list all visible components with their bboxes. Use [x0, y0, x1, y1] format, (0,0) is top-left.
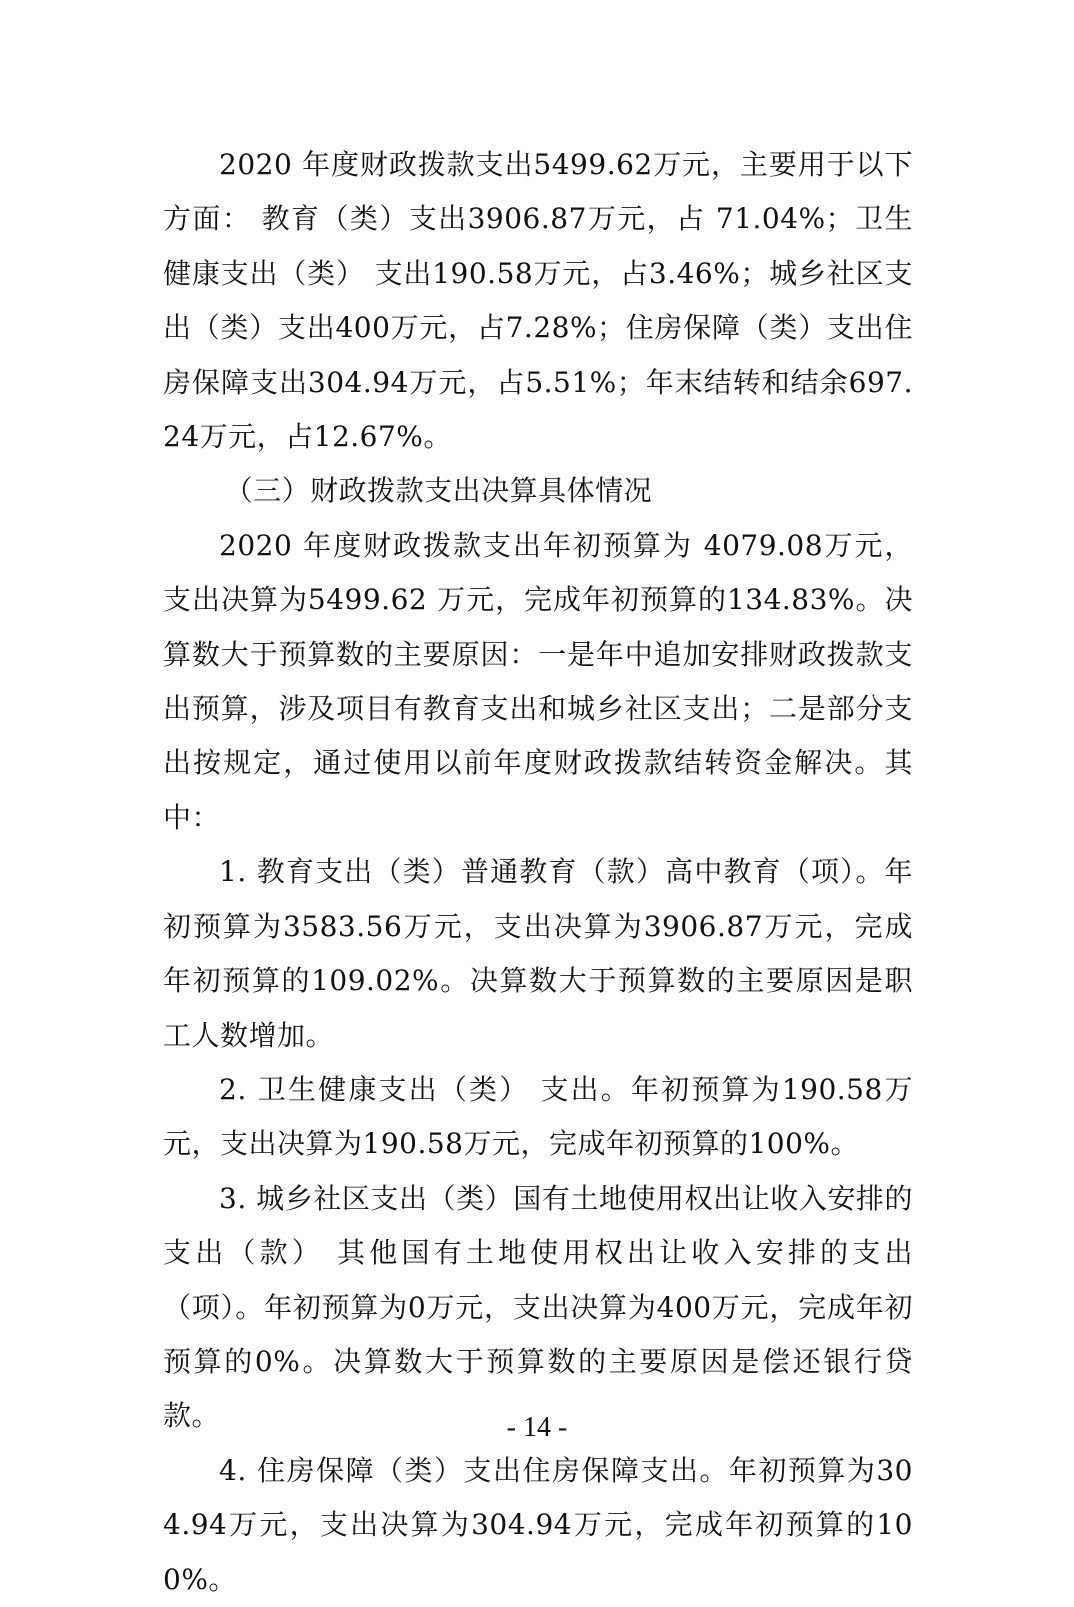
- paragraph-item-health: 2. 卫生健康支出（类） 支出。年初预算为190.58万元，支出决算为190.58万元，完成年初预算的100%。: [163, 1072, 913, 1161]
- paragraph-item-education: 1. 教育支出（类）普通教育（款）高中教育（项）。年初预算为3583.56万元，支出决算为3906.87万元，完成年初预算的109.02%。决算数大于预算数的主要原因是职工人数增加。: [163, 855, 913, 1052]
- document-body: [163, 138, 913, 1607]
- paragraph-budget-overview: 2020 年度财政拨款支出年初预算为 4079.08万元，支出决算为5499.62 万元，完成年初预算的134.83%。决算数大于预算数的主要原因：一是年中追加安排财政拨款支出预算，涉及项目有教育支出和城乡社区支出；二是部分支出按规定，通过使用以前年度财政拨款结转资金解决。其中：: [163, 528, 913, 834]
- paragraph-expenditure-summary: 2020 年度财政拨款支出5499.62万元，主要用于以下方面： 教育（类）支出3906.87万元，占 71.04%；卫生健康支出（类） 支出190.58万元，占3.46%；城乡社区支出（类）支出400万元，占7.28%；住房保障（类）支出住房保障支出304.94万元，占5.51%；年末结转和结余697.24万元，占12.67%。: [163, 148, 913, 454]
- section-heading-details: （三）财政拨款支出决算具体情况: [224, 474, 653, 508]
- paragraph-item-housing: 4. 住房保障（类）支出住房保障支出。年初预算为304.94万元，支出决算为304.94万元，完成年初预算的100%。: [163, 1453, 913, 1596]
- paragraph-item-urban-rural: 3. 城乡社区支出（类）国有土地使用权出让收入安排的支出（款） 其他国有土地使用权出让收入安排的支出（项）。年初预算为0万元，支出决算为400万元，完成年初预算的0%。决算数大于预算数的主要原因是偿还银行贷款。: [163, 1181, 913, 1433]
- page-number: - 14 -: [506, 1412, 568, 1443]
